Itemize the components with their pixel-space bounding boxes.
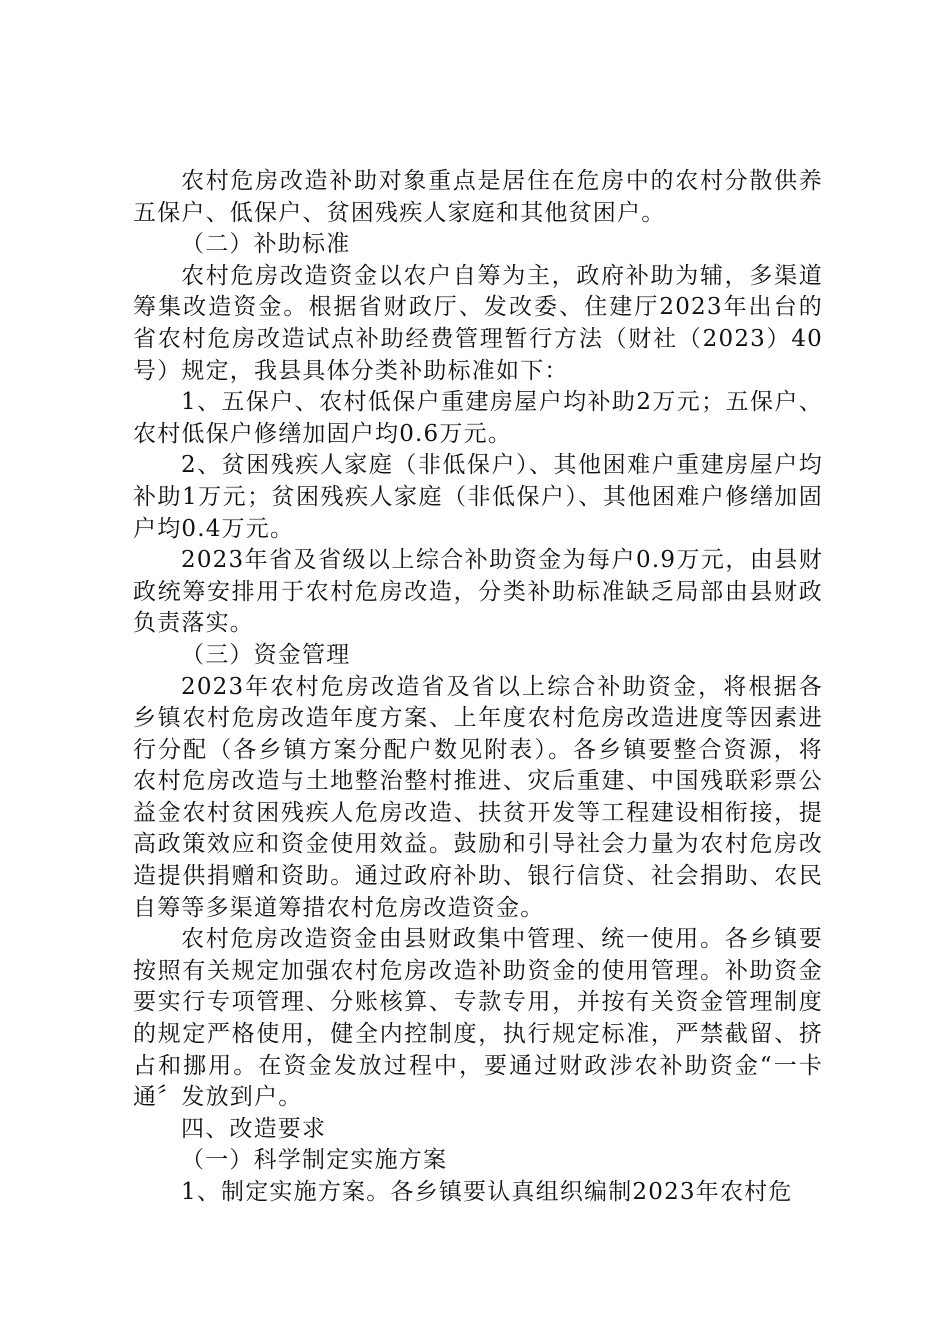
heading-implementation-plan: （一）科学制定实施方案 xyxy=(181,1147,448,1174)
paragraph-comprehensive-funds: 2023年省及省级以上综合补助资金为每户0.9万元，由县财政统筹安排用于农村危房改造，分类补助标准缺乏局部由县财政负责落实。 xyxy=(133,547,823,637)
paragraph-funding-sources: 农村危房改造资金以农户自筹为主，政府补助为辅，多渠道筹集改造资金。根据省财政厅、发改委、住建厅2023年出台的省农村危房改造试点补助经费管理暂行方法（财社（2023）40号）规定，我县具体分类补助标准如下： xyxy=(133,262,823,384)
paragraph-standard-item-2: 2、贫困残疾人家庭（非低保户）、其他困难户重建房屋户均补助1万元；贫困残疾人家庭（非低保户）、其他困难户修缮加固户均0.4万元。 xyxy=(133,452,823,542)
paragraph-plan-item-1: 1、制定实施方案。各乡镇要认真组织编制2023年农村危 xyxy=(181,1179,793,1205)
paragraph-fund-usage: 农村危房改造资金由县财政集中管理、统一使用。各乡镇要按照有关规定加强农村危房改造补助资金的使用管理。补助资金要实行专项管理、分账核算、专款专用，并按有关资金管理制度的规定严格使用，健全内控制度，执行规定标准，严禁截留、挤占和挪用。在资金发放过程中，要通过财政涉农补助资金“一卡通〞发放到户。 xyxy=(133,926,823,1111)
heading-subsidy-standard: （二）补助标准 xyxy=(181,231,351,258)
paragraph-fund-allocation: 2023年农村危房改造省及省以上综合补助资金，将根据各乡镇农村危房改造年度方案、上年度农村危房改造进度等因素进行分配（各乡镇方案分配户数见附表）。各乡镇要整合资源，将农村危房改造与土地整治整村推进、灾后重建、中国残联彩票公益金农村贫困残疾人危房改造、扶贫开发等工程建设相衔接，提高政策效应和资金使用效益。鼓励和引导社会力量为农村危房改造提供捐赠和资助。通过政府补助、银行信贷、社会捐助、农民自筹等多渠道筹措农村危房改造资金。 xyxy=(133,673,823,921)
heading-fund-management: （三）资金管理 xyxy=(181,641,351,668)
heading-renovation-requirements: 四、改造要求 xyxy=(181,1115,327,1142)
paragraph-subsidy-targets: 农村危房改造补助对象重点是居住在危房中的农村分散供养五保户、低保户、贫困残疾人家庭和其他贫困户。 xyxy=(133,168,823,226)
paragraph-standard-item-1: 1、五保户、农村低保户重建房屋户均补助2万元；五保户、农村低保户修缮加固户均0.6万元。 xyxy=(133,389,823,447)
document-body xyxy=(133,166,823,1209)
